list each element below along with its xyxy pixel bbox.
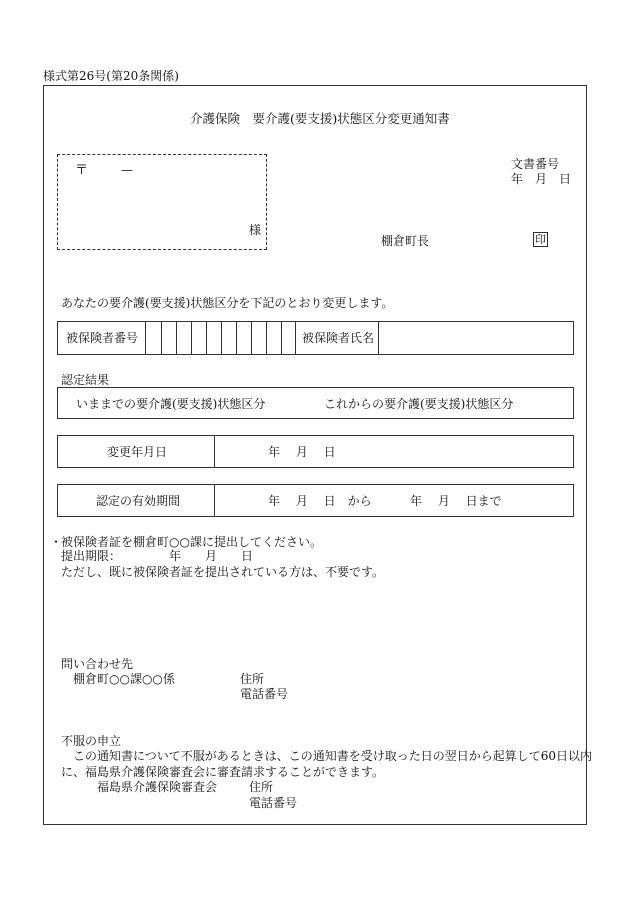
change-date-label: 変更年月日 (107, 445, 168, 459)
contact-address-label: 住所 (240, 672, 265, 686)
digit-cell-divider (281, 321, 282, 355)
status-before-label: いままでの要介護(要支援)状態区分 (76, 397, 266, 411)
digit-cell-divider (191, 321, 192, 355)
deadline-label: 提出期限： (61, 549, 122, 563)
digit-cell-divider (145, 321, 146, 355)
contact-heading: 問い合わせ先 (61, 657, 134, 671)
digit-cell-divider (161, 321, 162, 355)
digit-cell-divider (266, 321, 267, 355)
status-after-label: これからの要介護(要支援)状態区分 (324, 397, 514, 411)
document-title: 介護保険 要介護(要支援)状態区分変更通知書 (190, 111, 450, 126)
digit-cell-divider (236, 321, 237, 355)
digit-cell-divider (206, 321, 207, 355)
validity-from: 年 月 日 から (268, 494, 372, 508)
digit-cell-divider (176, 321, 177, 355)
form-number: 様式第26号(第20条関係) (43, 69, 179, 83)
appeal-line-2: に、福島県介護保険審査会に審査請求することができます。 (61, 765, 385, 779)
notice-bullet: ・ (50, 535, 63, 549)
appeal-line-1: この通知書について不服があるときは、この通知書を受け取った日の翌日から起算して60日以内 (73, 749, 593, 763)
appeal-heading: 不服の申立 (61, 734, 122, 748)
notice-line-1: 被保険者証を棚倉町○○課に提出してください。 (61, 535, 322, 549)
digit-cell-divider (221, 321, 222, 355)
insured-number-label: 被保険者番号 (66, 331, 139, 345)
result-heading: 認定結果 (61, 373, 110, 387)
issue-date: 年 月 日 (511, 172, 572, 186)
doc-number-label: 文書番号 (511, 157, 560, 171)
issuer-name: 棚倉町長 (381, 234, 430, 248)
contact-phone-label: 電話番号 (240, 687, 289, 701)
honorific: 様 (249, 223, 262, 237)
intro-text: あなたの要介護(要支援)状態区分を下記のとおり変更します。 (61, 296, 394, 310)
appeal-phone-label: 電話番号 (249, 796, 298, 810)
postal-mark: 〒 (75, 163, 89, 178)
insured-name-label: 被保険者氏名 (302, 331, 375, 345)
appeal-address-label: 住所 (249, 780, 274, 794)
notice-line-3: ただし、既に被保険者証を提出されている方は、不要です。 (61, 565, 385, 579)
seal-mark: 印 (535, 233, 546, 246)
recipient-address-box (57, 154, 267, 250)
validity-label: 認定の有効期間 (96, 494, 181, 508)
contact-office: 棚倉町○○課○○係 (73, 672, 175, 686)
postal-dash: — (121, 163, 133, 177)
appeal-body-name: 福島県介護保険審査会 (97, 780, 218, 794)
deadline-value: 年 月 日 (169, 549, 254, 563)
digit-cell-divider (251, 321, 252, 355)
validity-to: 年 月 日まで (410, 494, 502, 508)
change-date-value: 年 月 日 (268, 445, 336, 459)
